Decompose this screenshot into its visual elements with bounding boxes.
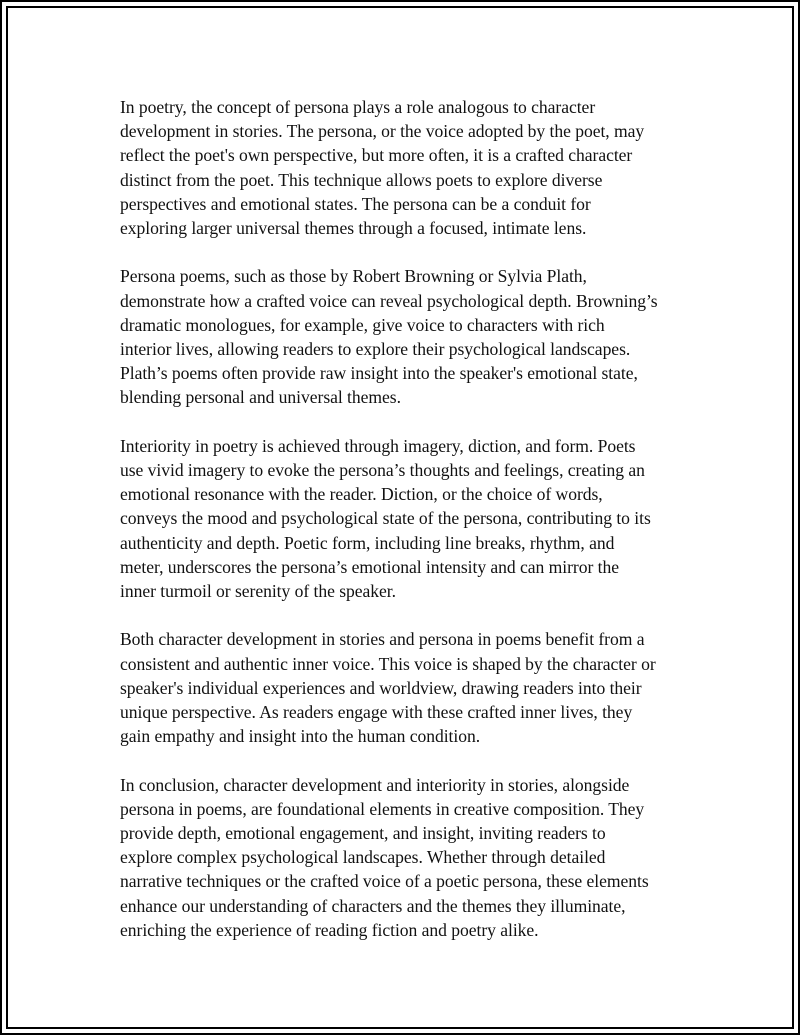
paragraph-1: In poetry, the concept of persona plays a role analogous to character development in stories. The persona, or the voice adopted by the poet, may reflect the poet's own perspective, but more often, it is a crafted character distinct from the poet. This technique allows poets to explore diverse perspectives and emotional states. The persona can be a conduit for exploring larger universal themes through a focused, intimate lens. <box>120 97 645 239</box>
document-body <box>120 95 695 966</box>
paragraph-2: Persona poems, such as those by Robert Browning or Sylvia Plath, demonstrate how a crafted voice can reveal psychological depth. Browning’s dramatic monologues, for example, give voice to characters with rich interior lives, allowing readers to explore their psychological landscapes. Plath’s poems often provide raw insight into the speaker's emotional state, blending personal and universal themes. <box>120 266 658 408</box>
paragraph-4: Both character development in stories and persona in poems benefit from a consistent and authentic inner voice. This voice is shaped by the character or speaker's individual experiences and worldview, drawing readers into their unique perspective. As readers engage with these crafted inner lives, they gain empathy and insight into the human condition. <box>120 629 656 747</box>
paragraph-3: Interiority in poetry is achieved through imagery, diction, and form. Poets use vivid imagery to evoke the persona’s thoughts and feelings, creating an emotional resonance with the reader. Diction, or the choice of words, conveys the mood and psychological state of the persona, contributing to its authenticity and depth. Poetic form, including line breaks, rhythm, and meter, underscores the persona’s emotional intensity and can mirror the inner turmoil or serenity of the speaker. <box>120 435 651 602</box>
paragraph-5: In conclusion, character development and interiority in stories, alongside persona in poems, are foundational elements in creative composition. They provide depth, emotional engagement, and insight, inviting readers to explore complex psychological landscapes. Whether through detailed narrative techniques or the crafted voice of a poetic persona, these elements enhance our understanding of characters and the themes they illuminate, enriching the experience of reading fiction and poetry alike. <box>120 774 649 940</box>
